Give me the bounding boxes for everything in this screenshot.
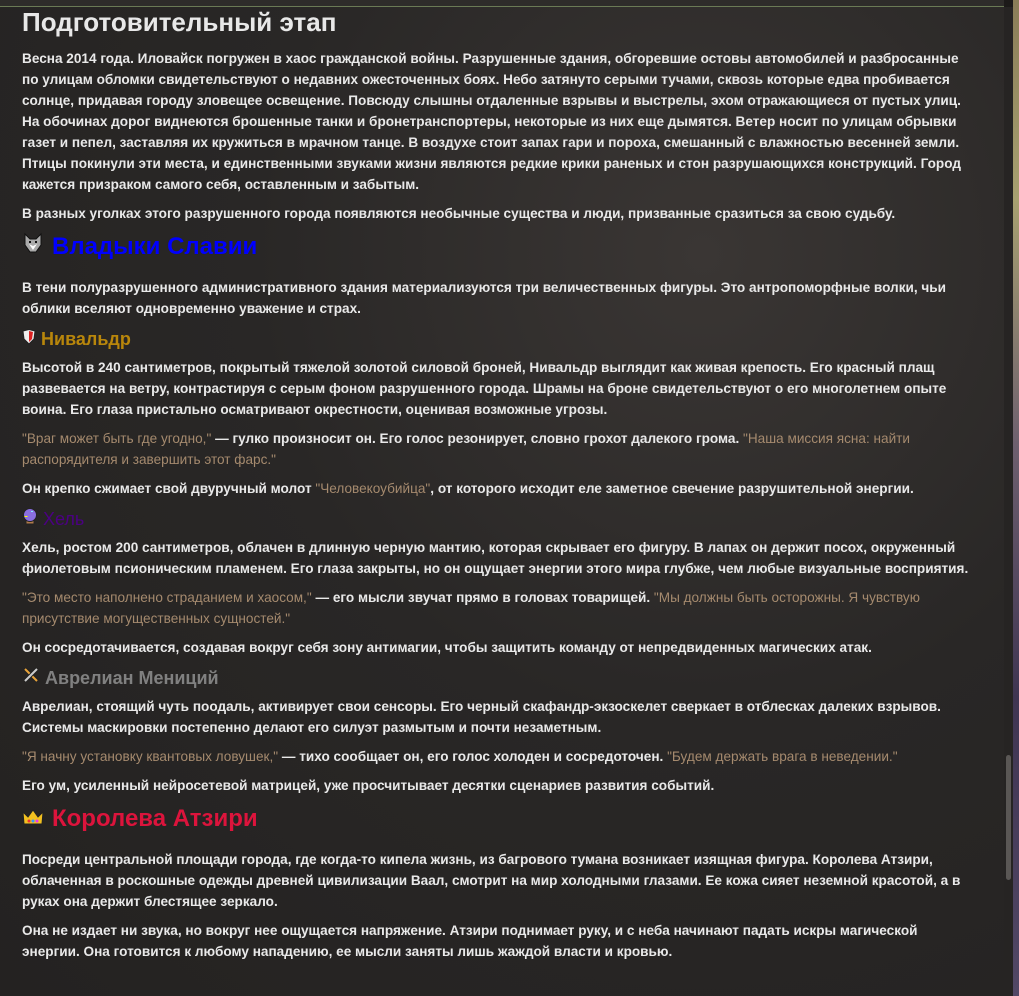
intro-paragraph: Весна 2014 года. Иловайск погружен в хаос гражданской войны. Разрушенные здания, обгоревшие остовы автомобилей и разбросанные по улицам обломки свидетельствуют о недавних ожесточенных боях. Небо затянуто серыми тучами, сквозь которые едва пробивается солнце, придавая городу зловещее освещение. Повсюду слышны отдаленные взрывы и выстрелы, эхом отражающиеся от пустых улиц. На обочинах дорог виднеются брошенные танки и бронетранспортеры, некоторые из них еще дымятся. Ветер носит по улицам обрывки газет и пепел, заставляя их кружиться в мрачном танце. В воздухе стоит запах гари и пороха, смешанный с влажностью весенней земли. Птицы покинули эти места, и единственными звуками жизни являются редкие крики раненых и стон разрушающихся конструкций. Город кажется призраком самого себя, оставленным и забытым. — [22, 51, 961, 192]
character-description: Высотой в 240 сантиметров, покрытый тяжелой золотой силовой броней, Нивальдр выглядит как живая крепость. Его красный плащ развевается на ветру, контрастируя с серым фоном разрушенного города. Шрамы на броне свидетельствуют о его многолетнем опыте воина. Его глаза пристально осматривают окрестности, оценивая возможные угрозы. — [22, 360, 947, 417]
tools-icon — [22, 666, 40, 690]
story-content — [22, 7, 970, 970]
top-toolbar — [0, 0, 1004, 7]
character-heading-avrelian — [22, 666, 970, 690]
character-name: Нивальдр — [41, 329, 131, 349]
character-heading-hel — [22, 507, 970, 531]
character-action — [22, 478, 970, 499]
crown-icon — [22, 804, 44, 834]
character-name: Хель — [43, 509, 85, 529]
faction-name: Королева Атзири — [52, 805, 258, 832]
faction-name: Владыки Славии — [52, 233, 258, 260]
narration: — тихо сообщает он, его голос холоден и сосредоточен. — [278, 749, 668, 764]
quote: "Будем держать врага в неведении." — [667, 749, 898, 764]
character-action: Его ум, усиленный нейросетевой матрицей, уже просчитывает десятки сценариев развития событий. — [22, 778, 715, 793]
character-description: Аврелиан, стоящий чуть поодаль, активирует свои сенсоры. Его черный скафандр-экзоскелет сверкает в отблесках далеких взрывов. Системы маскировки постепенно делают его силуэт размытым и почти незаметным. — [22, 699, 941, 735]
character-action: Он сосредотачивается, создавая вокруг себя зону антимагии, чтобы защитить команду от непредвиденных магических атак. — [22, 640, 872, 655]
faction-heading-vladyki — [22, 232, 970, 262]
character-description: Хель, ростом 200 сантиметров, облачен в длинную черную мантию, которая скрывает его фигуру. В лапах он держит посох, окруженный фиолетовым псионическим пламенем. Его глаза закрыты, но он ощущает энергии этого мира глубже, чем любые визуальные восприятия. — [22, 540, 969, 576]
character-dialogue — [22, 428, 970, 470]
shield-icon — [22, 327, 36, 351]
character-heading-nivaldr — [22, 327, 970, 351]
faction-description: В тени полуразрушенного административного здания материализуются три величественных фигуры. Это антропоморфные волки, чьи облики вселяют одновременно уважение и страх. — [22, 280, 947, 316]
scrollbar-thumb[interactable] — [1006, 755, 1011, 880]
quote: "Мы должны быть осторожны. Я чувствую присутствие могущественных сущностей." — [22, 590, 920, 626]
narration: — его мысли звучат прямо в головах товарищей. — [311, 590, 654, 605]
faction-description: Она не издает ни звука, но вокруг нее ощущается напряжение. Атзири поднимает руку, и с неба начинают падать искры магической энергии. Она готовится к любому нападению, ее мысли заняты лишь жаждой власти и кровью. — [22, 923, 918, 959]
intro-paragraph: В разных уголках этого разрушенного города появляются необычные существа и люди, призванные сразиться за свою судьбу. — [22, 206, 896, 221]
wolf-icon — [22, 232, 44, 262]
character-dialogue — [22, 587, 970, 629]
crystal-ball-icon — [22, 507, 38, 531]
character-dialogue — [22, 746, 970, 767]
quote: "Наша миссия ясна: найти распорядителя и завершить этот фарс." — [22, 431, 910, 467]
narration: — гулко произносит он. Его голос резонирует, словно грохот далекого грома. — [211, 431, 744, 446]
faction-heading-atziri — [22, 804, 970, 834]
quote: "Я начну установку квантовых ловушек," — [22, 749, 279, 764]
faction-description: Посреди центральной площади города, где когда-то кипела жизнь, из багрового тумана возникает изящная фигура. Королева Атзири, облаченная в роскошные одежды древней цивилизации Ваал, смотрит на мир холодными глазами. Ее кожа сияет неземной красотой, а в руках она держит блестящее зеркало. — [22, 852, 961, 909]
quote: "Враг может быть где угодно," — [22, 431, 212, 446]
weapon-name: "Человекоубийца" — [315, 481, 431, 496]
character-name: Аврелиан Мениций — [45, 668, 219, 688]
story-panel — [0, 7, 1004, 996]
page-title: Подготовительный этап — [22, 7, 337, 37]
background-image-edge — [1013, 0, 1019, 996]
quote: "Это место наполнено страданием и хаосом," — [22, 590, 312, 605]
narration: Он крепко сжимает свой двуручный молот — [22, 481, 316, 496]
narration: , от которого исходит еле заметное свечение разрушительной энергии. — [430, 481, 914, 496]
